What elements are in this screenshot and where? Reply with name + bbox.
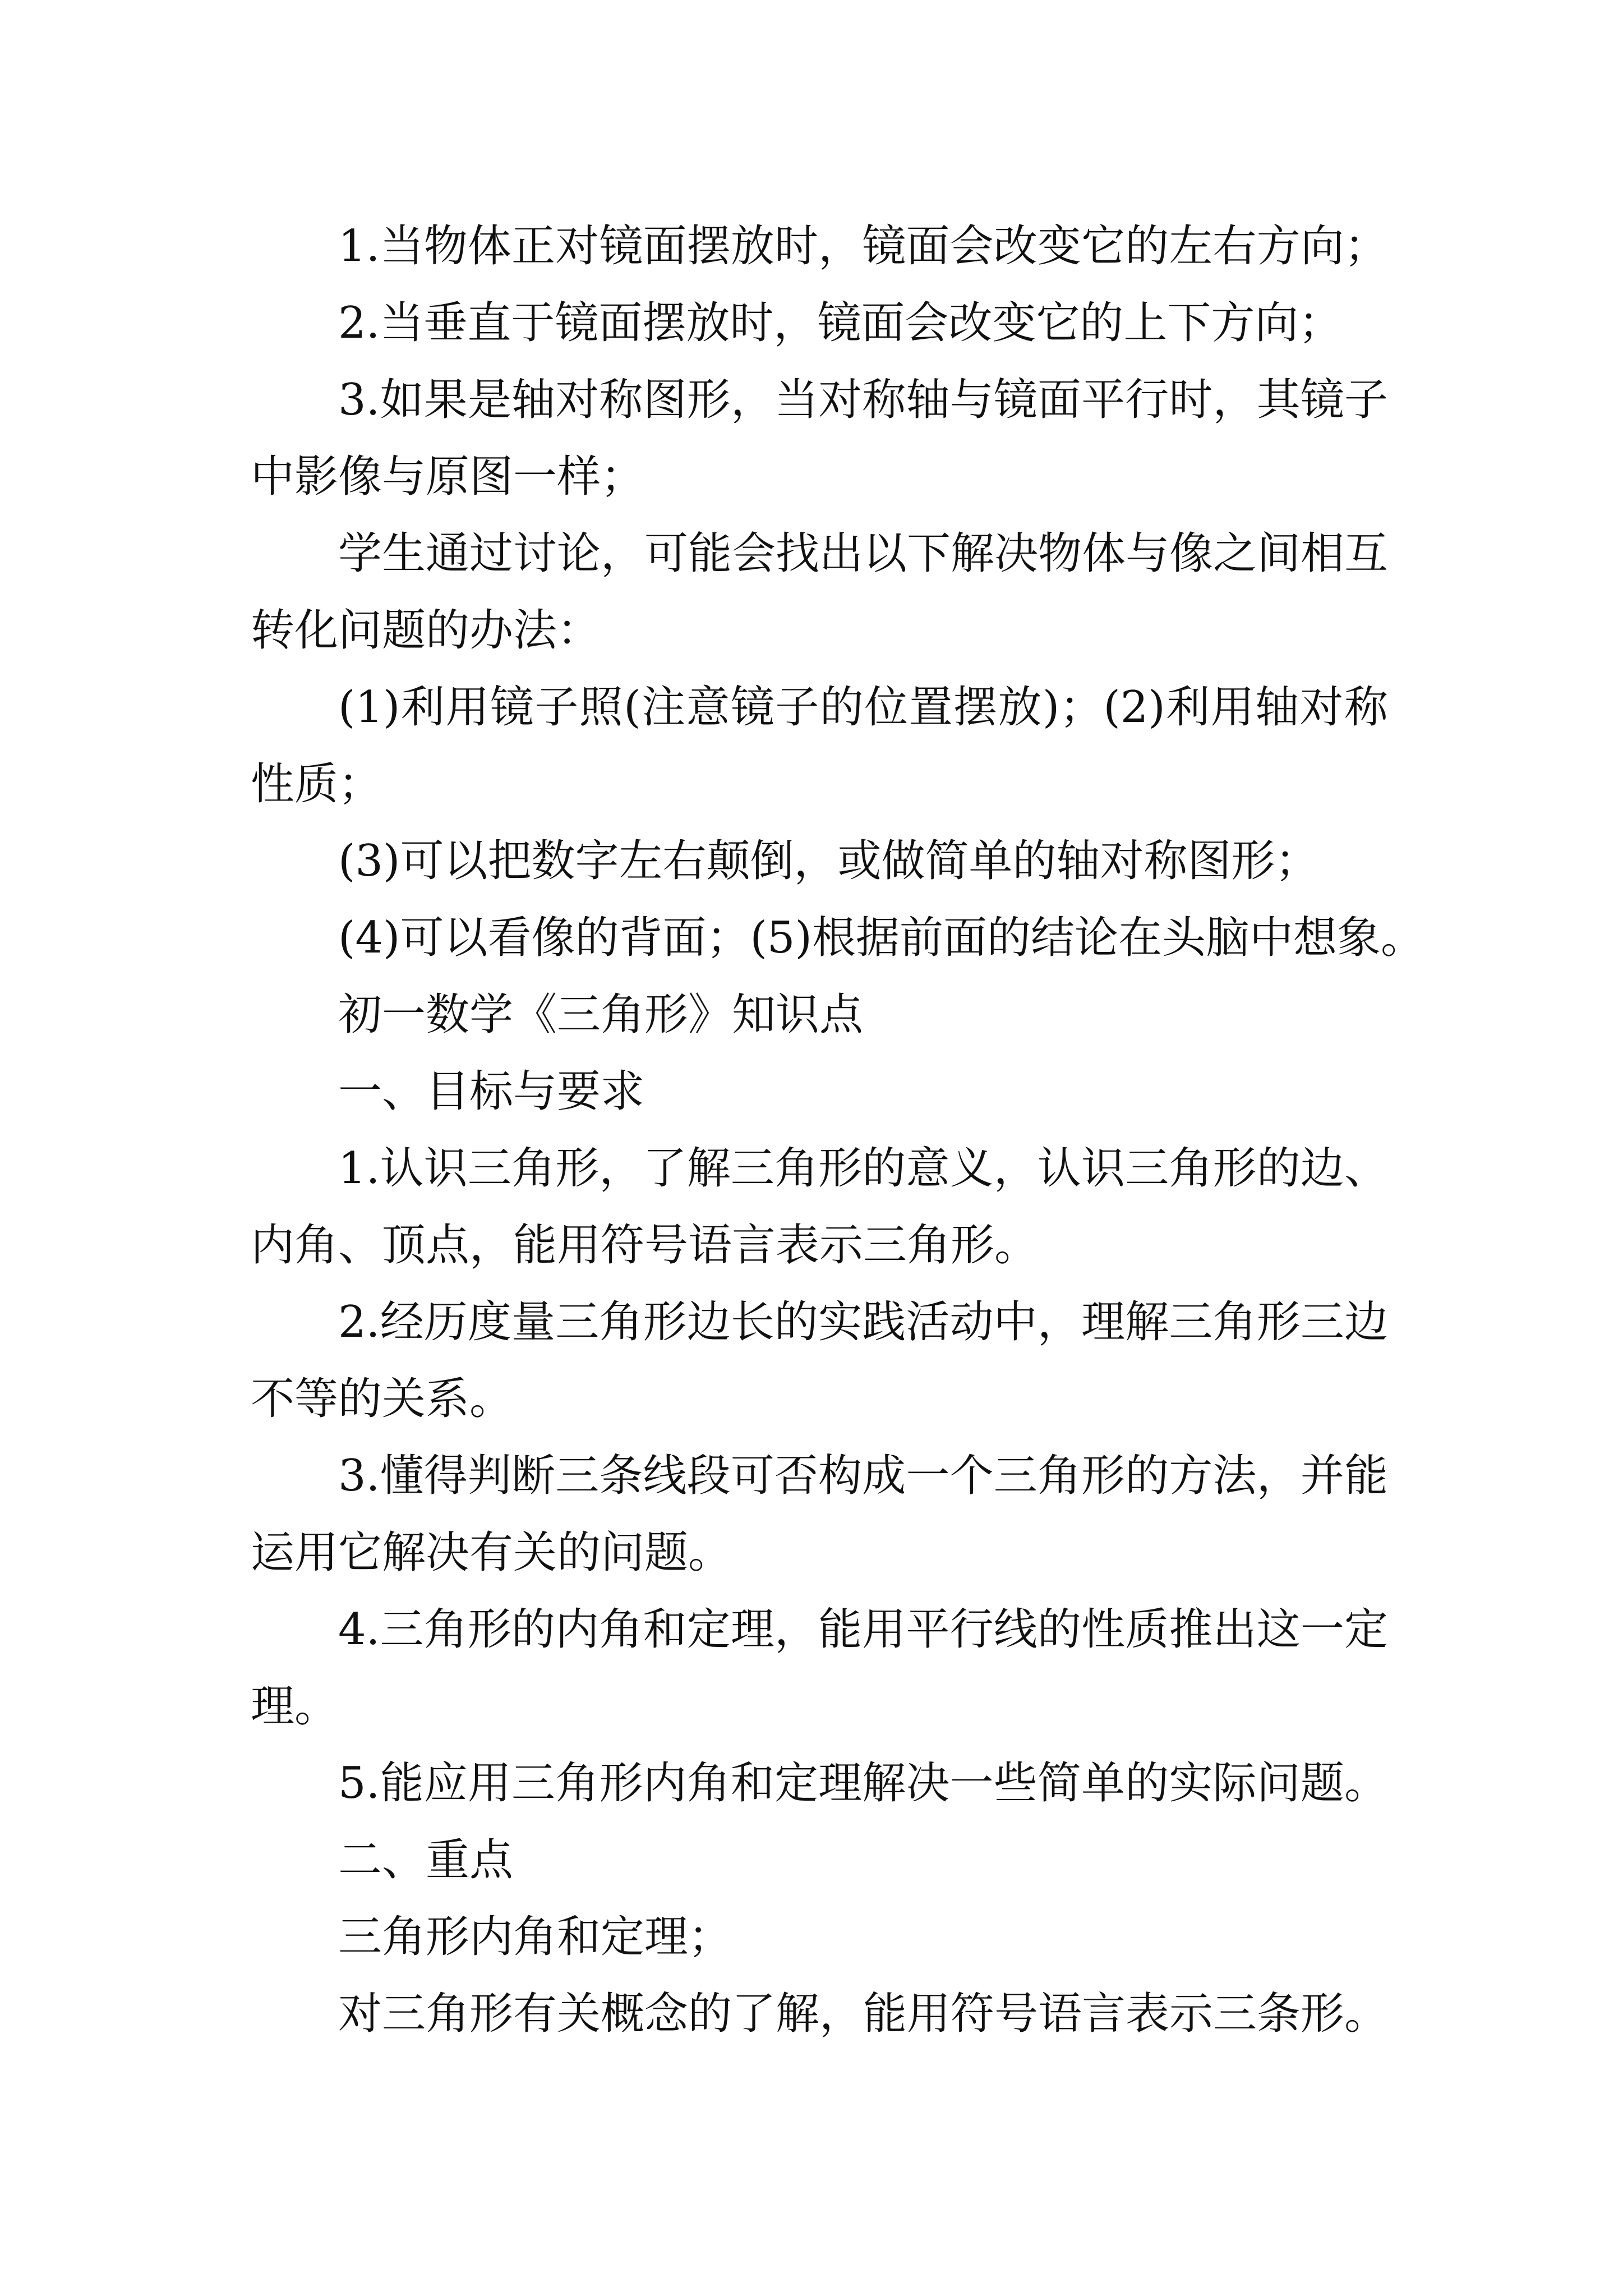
list-item: [251, 1130, 1388, 1284]
paragraph: [251, 1899, 1388, 1976]
text-line: 3.懂得判断三条线段可否构成一个三角形的方法，并能: [338, 1451, 1388, 1501]
text-line: 5.能应用三角形内角和定理解决一些简单的实际问题。: [338, 1758, 1388, 1809]
section-title: [251, 977, 1388, 1053]
text-line: (1)利用镜子照(注意镜子的位置摆放)；(2)利用轴对称: [338, 682, 1388, 733]
text-line: 三角形内角和定理；: [338, 1912, 732, 1962]
text-line: 理。: [251, 1681, 339, 1732]
text-line: 2.当垂直于镜面摆放时，镜面会改变它的上下方向；: [338, 298, 1343, 348]
list-item: [251, 823, 1388, 900]
text-line: 3.如果是轴对称图形，当对称轴与镜面平行时，其镜子: [338, 375, 1388, 425]
text-line: 不等的关系。: [251, 1374, 514, 1424]
list-item: [251, 1284, 1388, 1438]
paragraph: [251, 1976, 1388, 2053]
section-heading: [251, 1822, 1388, 1899]
text-line: 运用它解决有关的问题。: [251, 1527, 732, 1578]
text-line: (4)可以看像的背面；(5)根据前面的结论在头脑中想象。: [338, 913, 1424, 963]
list-item: [251, 1591, 1388, 1745]
text-line: 初一数学《三角形》知识点: [338, 990, 864, 1040]
text-line: 内角、顶点，能用符号语言表示三角形。: [251, 1220, 1039, 1271]
text-line: 学生通过讨论，可能会找出以下解决物体与像之间相互: [338, 528, 1389, 579]
list-item: [251, 208, 1388, 285]
text-line: 二、重点: [338, 1835, 514, 1885]
text-line: 1.当物体正对镜面摆放时，镜面会改变它的左右方向；: [338, 221, 1388, 272]
text-line: 4.三角形的内角和定理，能用平行线的性质推出这一定: [338, 1604, 1388, 1655]
list-item: [251, 669, 1388, 823]
text-line: 性质；: [251, 759, 382, 809]
list-item: [251, 1745, 1388, 1822]
text-line: 2.经历度量三角形边长的实践活动中，理解三角形三边: [338, 1297, 1388, 1347]
text-line: (3)可以把数字左右颠倒，或做简单的轴对称图形；: [338, 836, 1319, 886]
document-page: [251, 208, 1424, 2053]
text-line: 1.认识三角形，了解三角形的意义，认识三角形的边、: [338, 1143, 1388, 1194]
text-line: 对三角形有关概念的了解，能用符号语言表示三条形。: [338, 1989, 1389, 2039]
text-line: 中影像与原图一样；: [251, 452, 645, 502]
list-item: [251, 1438, 1388, 1591]
text-line: 一、目标与要求: [338, 1066, 645, 1117]
paragraph: [251, 516, 1388, 669]
section-heading: [251, 1053, 1388, 1130]
list-item: [251, 362, 1388, 516]
list-item: [251, 900, 1424, 977]
text-line: 转化问题的办法：: [251, 605, 601, 656]
list-item: [251, 285, 1388, 362]
